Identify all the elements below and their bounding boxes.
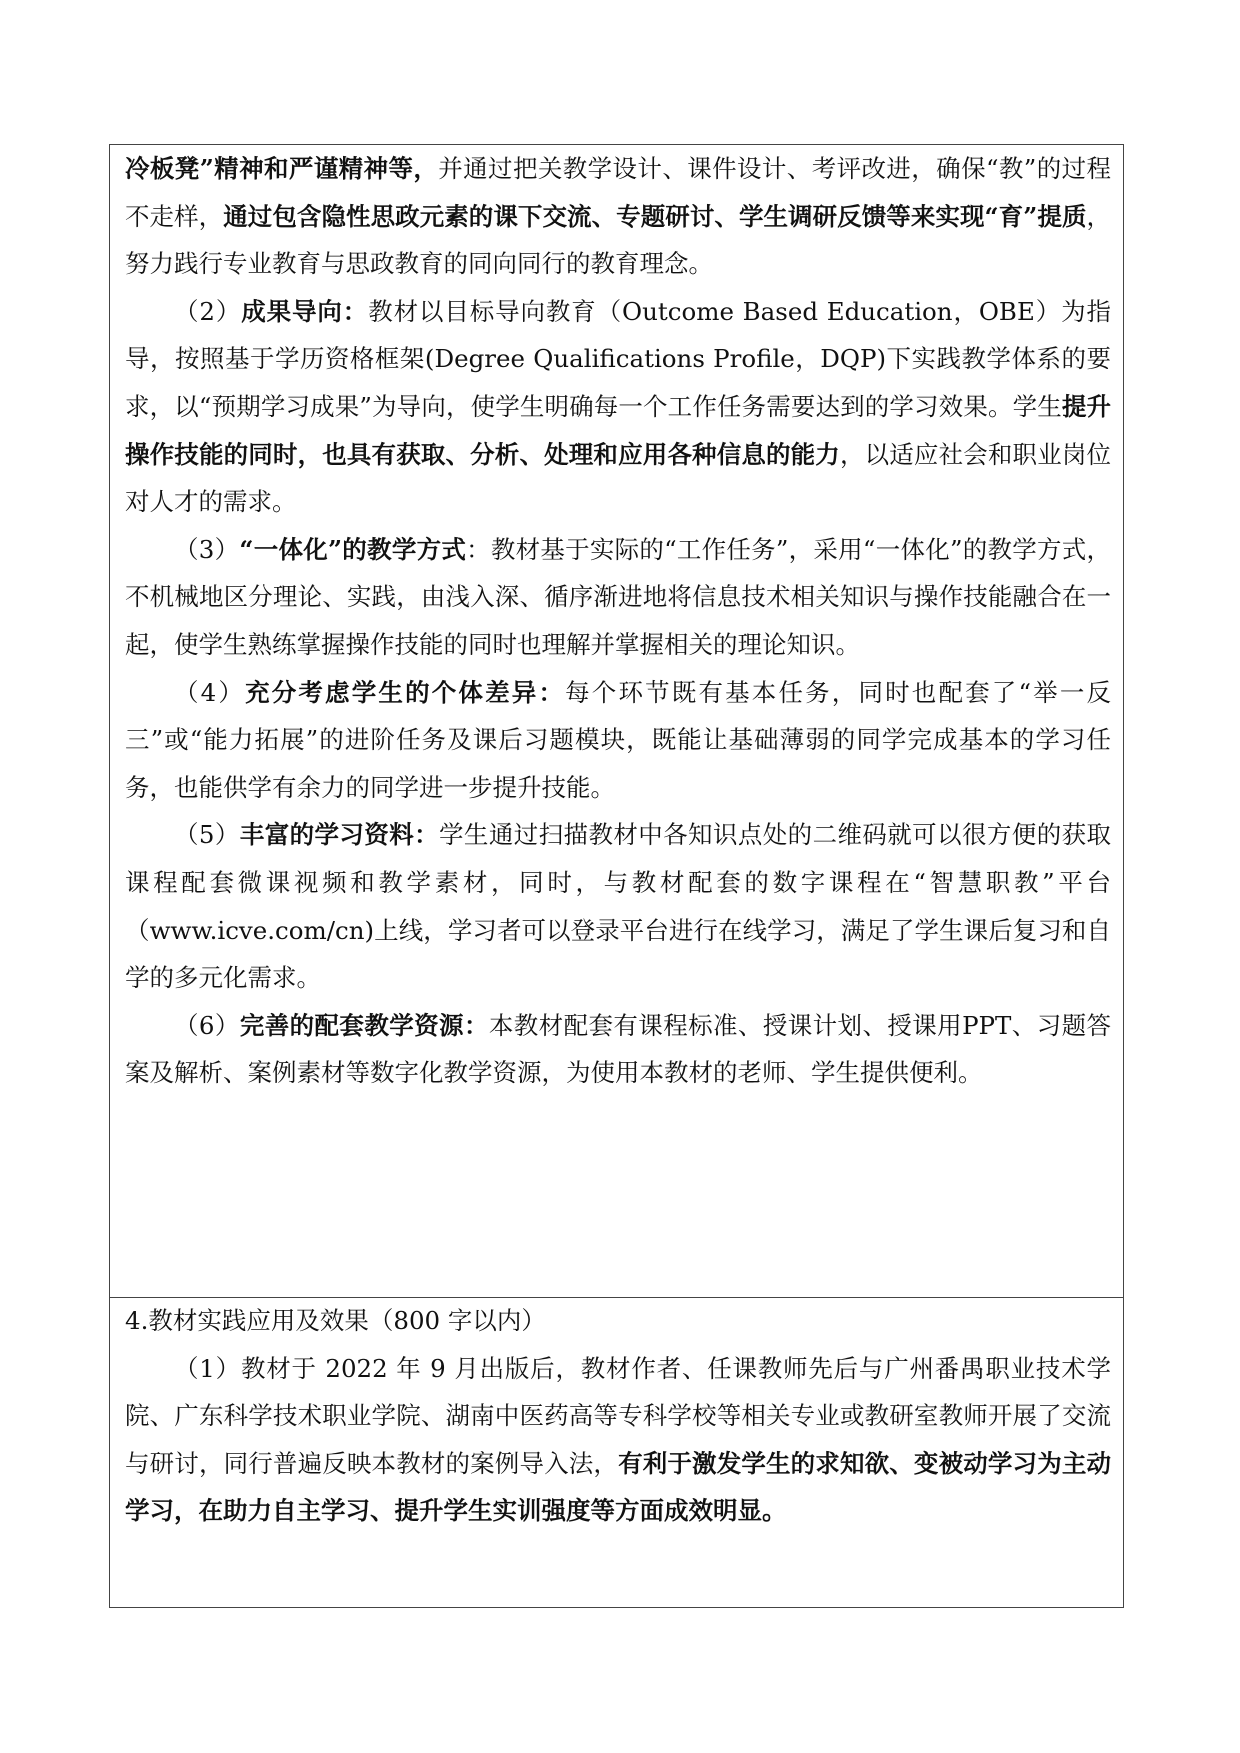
paragraph-cultivation [125,145,1111,288]
text-run: （5） [174,820,240,850]
section-4-cell [125,1297,1111,1535]
text-run: ，努力践行专业教育与思政教育的同向同行的教育理念。 [125,201,1111,279]
text-run: 冷板凳”精神和严谨精神等， [125,154,439,183]
paragraph-outcome-oriented [125,288,1111,526]
text-run: 本教材配套有课程标准、授课计划、授课用PPT、习题答案及解析、案例素材等数字化教学资源，为使用本教材的老师、学生提供便利。 [125,1010,1112,1088]
text-run: ：教材基于实际的“工作任务”，采用“一体化”的教学方式，不机械地区分理论、实践，由浅入深、循序渐进地将信息技术相关知识与操作技能融合在一起，使学生熟练掌握操作技能的同时也理解并掌握相关的理论知识。 [125,534,1112,659]
text-run: （2） [174,296,242,326]
paragraph-learning-materials [125,811,1111,1001]
text-run: （6） [174,1010,240,1040]
text-run: 充分考虑学生的个体差异： [245,677,566,707]
text-run: 教材以目标导向教育（Outcome Based Education，OBE）为指导，按照基于学历资格框架(Degree Qualifications Profile，DQP)下实践教学体系的要求，以“预期学习成果”为导向，使学生明确每一个工作任务需要达到的学习效果。学生 [125,296,1111,421]
text-run: （1）教材于 2022 年 9 月出版后，教材作者、任课教师先后与广州番禺职业技术学院、广东科学技术职业学院、湖南中医药高等专科学校等相关专业或教研室教师开展了交流与研讨，同行普遍反映本教材的案例导入法， [125,1353,1111,1478]
text-run: 学生通过扫描教材中各知识点处的二维码就可以很方便的获取课程配套微课视频和教学素材，同时，与教材配套的数字课程在“智慧职教”平台（www.icve.com/cn)上线，学习者可以登录平台进行在线学习，满足了学生课后复习和自学的多元化需求。 [125,820,1112,993]
text-run: 每个环节既有基本任务，同时也配套了“举一反三”或“能力拓展”的进阶任务及课后习题模块，既能让基础薄弱的同学完成基本的学习任务，也能供学有余力的同学进一步提升技能。 [125,677,1111,802]
paragraph-integrated-teaching [125,526,1111,669]
text-run: 并通过把关教学设计、课件设计、考评改进，确保“教”的过程不走样， [125,154,1111,231]
text-run: ，以适应社会和职业岗位对人才的需求。 [125,439,1112,517]
paragraph-individual-differences [125,669,1111,812]
text-run: 有利于激发学生的求知欲、变被动学习为主动学习，在助力自主学习、提升学生实训强度等方面成效明显。 [125,1448,1111,1526]
text-run: （3） [174,534,240,564]
paragraph-practice-effect [125,1345,1111,1535]
text-run: 成果导向： [241,296,369,326]
paragraph-teaching-resources [125,1002,1111,1097]
section-4-title: 4.教材实践应用及效果（800 字以内） [125,1306,546,1335]
section-3-cell [125,145,1111,1097]
text-run: 提升操作技能的同时，也具有获取、分析、处理和应用各种信息的能力 [125,391,1112,469]
form-table [109,144,1124,1608]
text-run: （4） [174,677,246,707]
text-run: 丰富的学习资料： [239,820,440,850]
text-run: 完善的配套教学资源： [239,1010,489,1040]
text-run: “一体化”的教学方式 [239,534,467,564]
text-run: 通过包含隐性思政元素的课下交流、专题研讨、学生调研反馈等来实现“育”提质 [223,201,1087,231]
